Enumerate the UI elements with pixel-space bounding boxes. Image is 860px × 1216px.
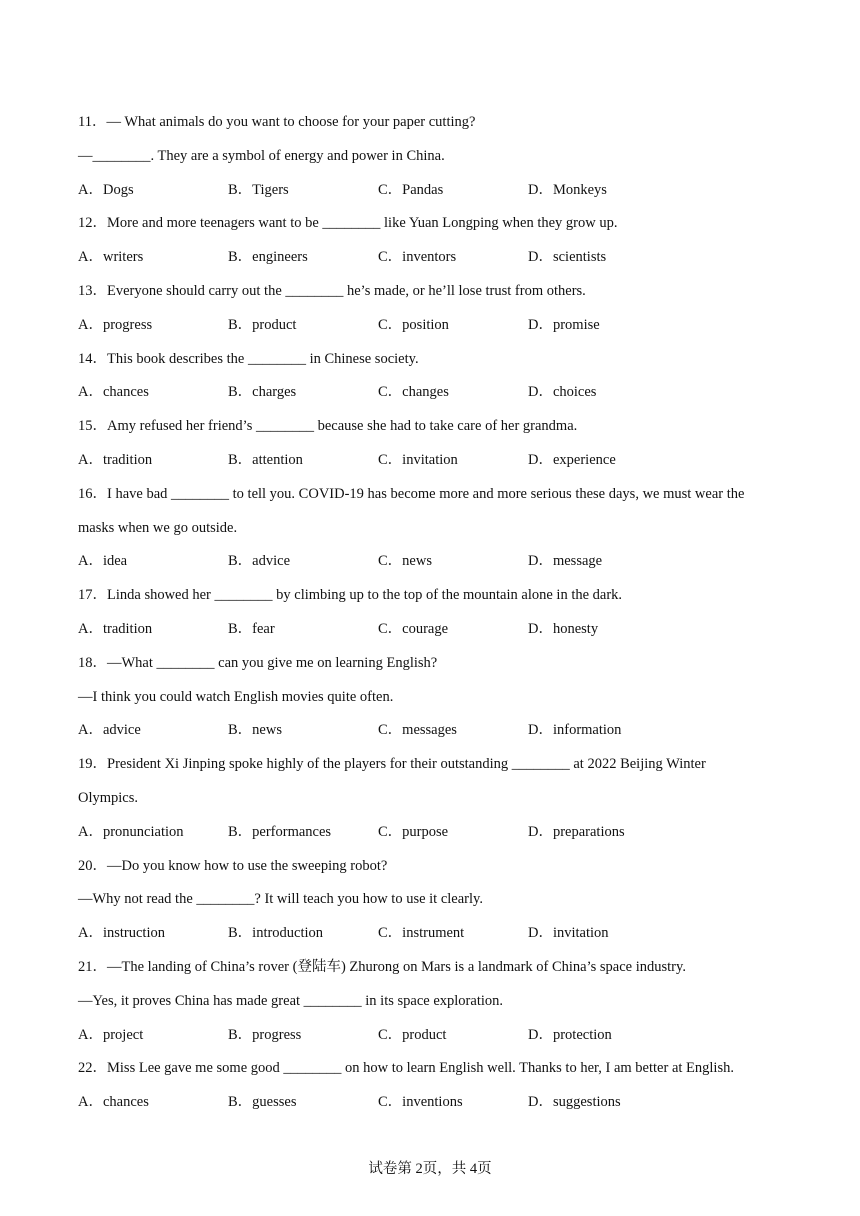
question-list <box>78 112 783 1126</box>
question-stem-continued: —I think you could watch English movies quite often. <box>78 688 394 705</box>
question-stem: 22．Miss Lee gave me some good ________ on how to learn English well. Thanks to her, I am better at English. <box>78 1060 734 1077</box>
answer-option: C．news <box>378 553 432 570</box>
answer-option: B．product <box>228 316 297 333</box>
answer-option: A．advice <box>78 722 141 739</box>
answer-option: D．experience <box>528 451 616 468</box>
question-stem: 14．This book describes the ________ in Chinese society. <box>78 350 419 367</box>
answer-option: D．scientists <box>528 249 607 266</box>
answer-option: B．Tigers <box>228 181 289 198</box>
answer-option: A．tradition <box>78 451 153 468</box>
question-item <box>78 754 783 855</box>
question-stem-continued: Olympics. <box>78 789 139 806</box>
answer-options <box>78 382 783 416</box>
question-stem: 16．I have bad ________ to tell you. COVID-19 has become more and more serious these days, we must wear the <box>78 485 745 502</box>
question-item <box>78 653 783 754</box>
answer-option: D．choices <box>528 384 597 401</box>
answer-option: A．Dogs <box>78 181 134 198</box>
answer-option: B．charges <box>228 384 297 401</box>
answer-option: B．attention <box>228 451 303 468</box>
question-item <box>78 349 783 417</box>
answer-option: B．advice <box>228 553 291 570</box>
answer-options <box>78 923 783 957</box>
answer-option: D．invitation <box>528 925 609 942</box>
answer-option: B．engineers <box>228 249 308 266</box>
answer-option: D．honesty <box>528 620 599 637</box>
answer-option: D．suggestions <box>528 1094 621 1111</box>
answer-option: B．progress <box>228 1026 302 1043</box>
question-stem: 15．Amy refused her friend’s ________ because she had to take care of her grandma. <box>78 418 578 435</box>
answer-option: C．invitation <box>378 451 458 468</box>
answer-option: C．instrument <box>378 925 465 942</box>
question-stem: 20．—Do you know how to use the sweeping robot? <box>78 857 388 874</box>
answer-option: A．idea <box>78 553 128 570</box>
question-item <box>78 213 783 281</box>
question-item <box>78 484 783 585</box>
question-item <box>78 416 783 484</box>
question-stem: 21．—The landing of China’s rover (登陆车) Zhurong on Mars is a landmark of China’s space industry. <box>78 958 686 975</box>
question-item <box>78 112 783 213</box>
answer-options <box>78 247 783 281</box>
answer-option: C．position <box>378 316 449 333</box>
answer-options <box>78 315 783 349</box>
answer-options <box>78 720 783 754</box>
answer-option: A．writers <box>78 249 144 266</box>
answer-option: C．changes <box>378 384 449 401</box>
question-stem-continued: —Yes, it proves China has made great ________ in its space exploration. <box>78 992 503 1009</box>
question-item <box>78 585 783 653</box>
question-stem-continued: masks when we go outside. <box>78 519 238 536</box>
question-stem: 19．President Xi Jinping spoke highly of the players for their outstanding ________ at 2022 Beijing Winter <box>78 756 706 773</box>
answer-options <box>78 619 783 653</box>
answer-option: D．protection <box>528 1026 612 1043</box>
question-stem-continued: —________. They are a symbol of energy and power in China. <box>78 147 445 164</box>
answer-option: B．performances <box>228 823 332 840</box>
question-stem: 13．Everyone should carry out the ________ he’s made, or he’ll lose trust from others. <box>78 282 586 299</box>
answer-option: C．messages <box>378 722 457 739</box>
page-footer: 试卷第 2页，共 4页 <box>368 1161 492 1177</box>
question-stem: 17．Linda showed her ________ by climbing up to the top of the mountain alone in the dark. <box>78 587 623 604</box>
answer-options <box>78 1092 783 1126</box>
answer-options <box>78 180 783 214</box>
answer-option: A．chances <box>78 1094 149 1111</box>
answer-options <box>78 450 783 484</box>
answer-option: C．inventors <box>378 249 457 266</box>
question-item <box>78 281 783 349</box>
answer-option: B．news <box>228 722 282 739</box>
answer-option: D．preparations <box>528 823 625 840</box>
answer-option: D．message <box>528 553 603 570</box>
question-item <box>78 856 783 957</box>
question-item <box>78 957 783 1058</box>
answer-options <box>78 551 783 585</box>
answer-options <box>78 1025 783 1059</box>
answer-option: C．purpose <box>378 823 449 840</box>
answer-option: C．Pandas <box>378 181 444 198</box>
answer-option: D．information <box>528 722 622 739</box>
answer-option: A．project <box>78 1026 144 1043</box>
answer-option: A．instruction <box>78 925 165 942</box>
answer-option: A．chances <box>78 384 149 401</box>
answer-option: C．product <box>378 1026 447 1043</box>
question-stem: 11．— What animals do you want to choose for your paper cutting? <box>78 114 476 130</box>
answer-option: D．Monkeys <box>528 181 607 198</box>
answer-option: B．fear <box>228 620 275 637</box>
question-stem-continued: —Why not read the ________? It will teach you how to use it clearly. <box>78 891 483 908</box>
question-item <box>78 1058 783 1126</box>
answer-option: A．pronunciation <box>78 823 184 840</box>
question-stem: 12．More and more teenagers want to be ________ like Yuan Longping when they grow up. <box>78 215 618 232</box>
answer-option: A．tradition <box>78 620 153 637</box>
answer-option: D．promise <box>528 316 600 333</box>
answer-option: C．courage <box>378 620 449 637</box>
answer-option: A．progress <box>78 316 153 333</box>
question-stem: 18．—What ________ can you give me on learning English? <box>78 654 438 671</box>
answer-options <box>78 822 783 856</box>
answer-option: B．guesses <box>228 1094 297 1111</box>
answer-option: B．introduction <box>228 925 324 942</box>
answer-option: C．inventions <box>378 1094 463 1111</box>
